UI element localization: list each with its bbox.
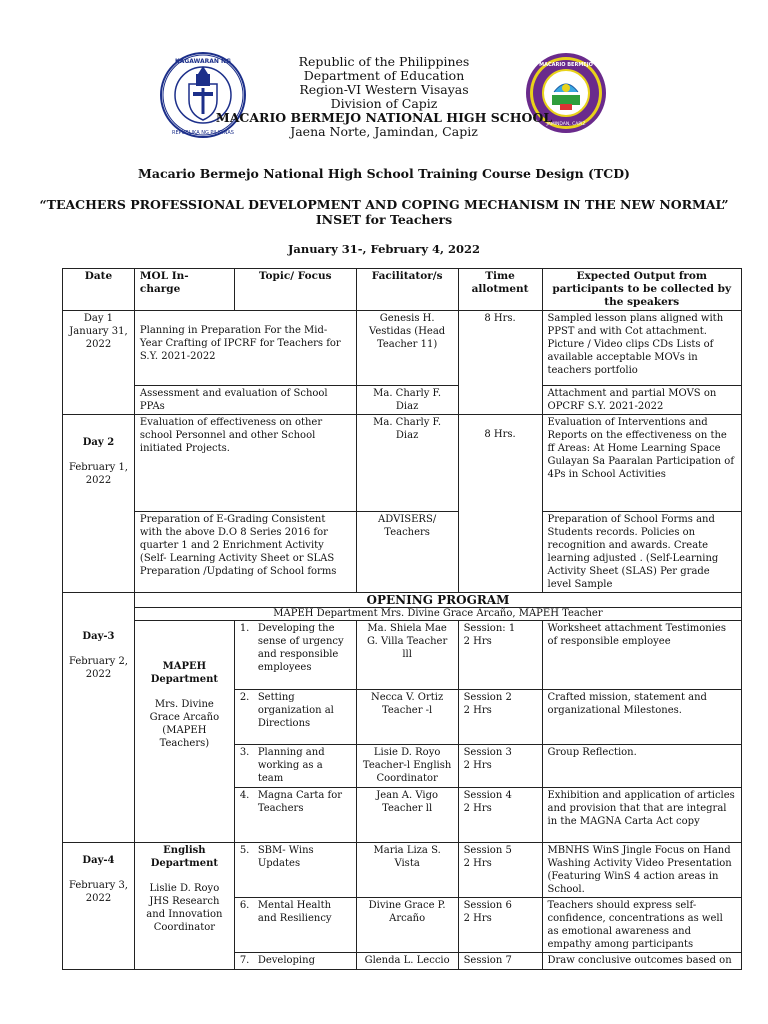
day3-mol-cell (134, 621, 234, 843)
inset-text: INSET for Teachers (315, 212, 453, 227)
topic-number: 5. (239, 845, 250, 856)
theme-text: “TEACHERS PROFESSIONAL DEVELOPMENT AND COPING MECHANISM IN THE NEW NORMAL” (39, 197, 729, 212)
day3-date-cell (63, 593, 135, 843)
day4-topic-5 (234, 843, 356, 898)
day3-mol-dept: MAPEH Department (150, 661, 218, 685)
day3-mol-person: Mrs. Divine Grace Arcaño (MAPEH Teachers) (149, 699, 220, 749)
session-hours: 2 Hrs (463, 760, 492, 771)
date-range: January 31-, February 4, 2022 (287, 242, 481, 256)
table-row (63, 311, 742, 386)
day4-output-5: MBNHS WinS Jingle Focus on Hand Washing Activity Video Presentation (Featuring WinS 4 action areas in School. (542, 843, 742, 898)
day3-time-1 (458, 621, 542, 690)
topic-number: 4. (239, 790, 250, 801)
session-label: Session 6 (463, 900, 512, 911)
day3-facilitator-2: Necca V. Ortiz Teacher -l (356, 690, 458, 745)
table-row (63, 415, 742, 512)
day3-output-2: Crafted mission, statement and organizational Milestones. (542, 690, 742, 745)
topic-number: 2. (239, 692, 250, 703)
day1-topic-1-text: Planning in Preparation For the Mid- Year Crafting of IPCRF for Teachers for S.Y. 2021-2022 (139, 325, 341, 362)
day4-mol-cell (134, 843, 234, 970)
day4-mol-person: Lislie D. Royo JHS Research and Innovation Coordinator (146, 883, 223, 933)
day4-facilitator-7: Glenda L. Leccio (356, 953, 458, 970)
svg-text:KAGAWARAN NG: KAGAWARAN NG (175, 58, 231, 65)
day2-output-1: Evaluation of Interventions and Reports on the effectiveness on the ff Areas: At Home Learning Space Gulayan Sa Paaralan Participation of 4Ps in School Activities (542, 415, 742, 512)
day4-time-5 (458, 843, 542, 898)
day2-time-text: 8 Hrs. (484, 429, 516, 440)
day4-output-7: Draw conclusive outcomes based on (542, 953, 742, 970)
table-row (63, 621, 742, 690)
header-topic: Topic/ Focus (234, 269, 356, 311)
session-label: Session 5 (463, 845, 512, 856)
day4-label: Day-4 (82, 855, 115, 866)
day2-topic-2: Preparation of E-Grading Consistent with the above D.O 8 Series 2016 for quarter 1 and 2 Enrichment Activity (Self- Learning Activity Sheet or SLAS Preparation /Updating of School forms (134, 512, 356, 593)
topic-number: 7. (239, 955, 250, 966)
letterhead-line-3: Region-VI Western Visayas (299, 82, 469, 97)
letterhead-line-4: Division of Capiz (330, 96, 438, 111)
day4-output-6: Teachers should express self-confidence, concentrations as well as emotional awareness and empathy among participants (542, 898, 742, 953)
header-output: Expected Output from participants to be collected by the speakers (542, 269, 742, 311)
session-label: Session 7 (463, 955, 512, 966)
day1-date: January 31, 2022 (69, 326, 128, 350)
topic-text: Developing (257, 955, 315, 966)
day4-mol-dept: English Department (150, 845, 218, 869)
day4-facilitator-6: Divine Grace P. Arcaño (356, 898, 458, 953)
school-address: Jaena Norte, Jamindan, Capiz (290, 124, 478, 139)
session-label: Session 4 (463, 790, 512, 801)
day4-topic-7 (234, 953, 356, 970)
day4-date: February 3, 2022 (68, 880, 128, 904)
topic-number: 1. (239, 623, 250, 634)
topic-text: Setting organization al Directions (257, 692, 334, 729)
letterhead (0, 55, 768, 139)
session-hours: 2 Hrs (463, 636, 492, 647)
day2-time (458, 415, 542, 593)
letterhead-line-1: Republic of the Philippines (298, 54, 470, 69)
day4-topic-6 (234, 898, 356, 953)
header-facilitator: Facilitator/s (356, 269, 458, 311)
opening-program-title: OPENING PROGRAM (366, 593, 510, 607)
day1-topic-2: Assessment and evaluation of School PPAs (134, 386, 356, 415)
opening-program-sub: MAPEH Department Mrs. Divine Grace Arcaño, MAPEH Teacher (135, 607, 741, 620)
session-hours: 2 Hrs (463, 705, 492, 716)
day4-time-6 (458, 898, 542, 953)
day3-output-3: Group Reflection. (542, 745, 742, 788)
day1-label: Day 1 (83, 313, 114, 324)
day3-facilitator-3: Lisie D. Royo Teacher-l English Coordinator (356, 745, 458, 788)
day1-date-cell (63, 311, 135, 415)
day3-label: Day-3 (82, 631, 115, 642)
session-label: Session 2 (463, 692, 512, 703)
topic-number: 6. (239, 900, 250, 911)
session-hours: 2 Hrs (463, 858, 492, 869)
day1-output-1: Sampled lesson plans aligned with PPST and with Cot attachment. Picture / Video clips CDs Lists of available acceptable MOVs in teachers portfolio (542, 311, 742, 386)
day3-output-4: Exhibition and application of articles and provision that that are integral in the MAGNA Carta Act copy (542, 788, 742, 843)
day3-time-2 (458, 690, 542, 745)
school-name: MACARIO BERMEJO NATIONAL HIGH SCHOOL (215, 110, 553, 125)
day1-time: 8 Hrs. (458, 311, 542, 415)
topic-text: Magna Carta for Teachers (257, 790, 343, 814)
topic-number: 3. (239, 747, 250, 758)
day3-topic-3 (234, 745, 356, 788)
day3-date: February 2, 2022 (68, 656, 128, 680)
day4-date-cell (63, 843, 135, 970)
training-course-design-table (62, 268, 742, 970)
table-row (63, 593, 742, 621)
day3-facilitator-4: Jean A. Vigo Teacher ll (356, 788, 458, 843)
day2-facilitator-2: ADVISERS/ Teachers (356, 512, 458, 593)
tcd-title: Macario Bermejo National High School Training Course Design (TCD) (138, 166, 630, 181)
day1-topic-1 (134, 311, 356, 386)
day3-topic-4 (234, 788, 356, 843)
opening-program (134, 593, 741, 621)
day1-facilitator-1: Genesis H. Vestidas (Head Teacher 11) (356, 311, 458, 386)
topic-text: Developing the sense of urgency and responsible employees (257, 623, 344, 673)
day4-facilitator-5: Maria Liza S. Vista (356, 843, 458, 898)
table-row (63, 386, 742, 415)
table-row (63, 512, 742, 593)
header-date: Date (63, 269, 135, 311)
session-label: Session: 1 (463, 623, 516, 634)
session-hours: 2 Hrs (463, 803, 492, 814)
header-time: Time allotment (458, 269, 542, 311)
day3-facilitator-1: Ma. Shiela Mae G. Villa Teacher lll (356, 621, 458, 690)
day2-date: February 1, 2022 (68, 462, 128, 486)
day3-time-3 (458, 745, 542, 788)
day2-topic-1: Evaluation of effectiveness on other school Personnel and other School initiated Projects. (134, 415, 356, 512)
topic-text: Planning and working as a team (257, 747, 325, 784)
header-mol: MOL In-charge (134, 269, 234, 311)
table-row (63, 843, 742, 898)
day1-facilitator-2: Ma. Charly F. Diaz (356, 386, 458, 415)
theme-title (0, 197, 768, 227)
topic-text: SBM- Wins Updates (257, 845, 314, 869)
day2-label: Day 2 (82, 437, 115, 448)
day2-facilitator-1: Ma. Charly F. Diaz (356, 415, 458, 512)
svg-text:JAMINDAN, CAPIZ: JAMINDAN, CAPIZ (546, 122, 586, 127)
svg-text:MACARIO BERMEJO: MACARIO BERMEJO (539, 62, 593, 68)
topic-text: Mental Health and Resiliency (257, 900, 332, 924)
day3-topic-1 (234, 621, 356, 690)
day4-time-7 (458, 953, 542, 970)
svg-text:REPUBLIKA NG PILIPINAS: REPUBLIKA NG PILIPINAS (172, 130, 234, 136)
day2-output-2: Preparation of School Forms and Students records. Policies on recognition and awards. Create learning adjusted . (Self-Learning Activity Sheet (SLAS) Per grade level Sample (542, 512, 742, 593)
session-label: Session 3 (463, 747, 512, 758)
day1-output-2: Attachment and partial MOVS on OPCRF S.Y. 2021-2022 (542, 386, 742, 415)
letterhead-line-2: Department of Education (303, 68, 465, 83)
table-header-row (63, 269, 742, 311)
day2-date-cell (63, 415, 135, 593)
day3-topic-2 (234, 690, 356, 745)
day3-time-4 (458, 788, 542, 843)
session-hours: 2 Hrs (463, 913, 492, 924)
day3-output-1: Worksheet attachment Testimonies of responsible employee (542, 621, 742, 690)
